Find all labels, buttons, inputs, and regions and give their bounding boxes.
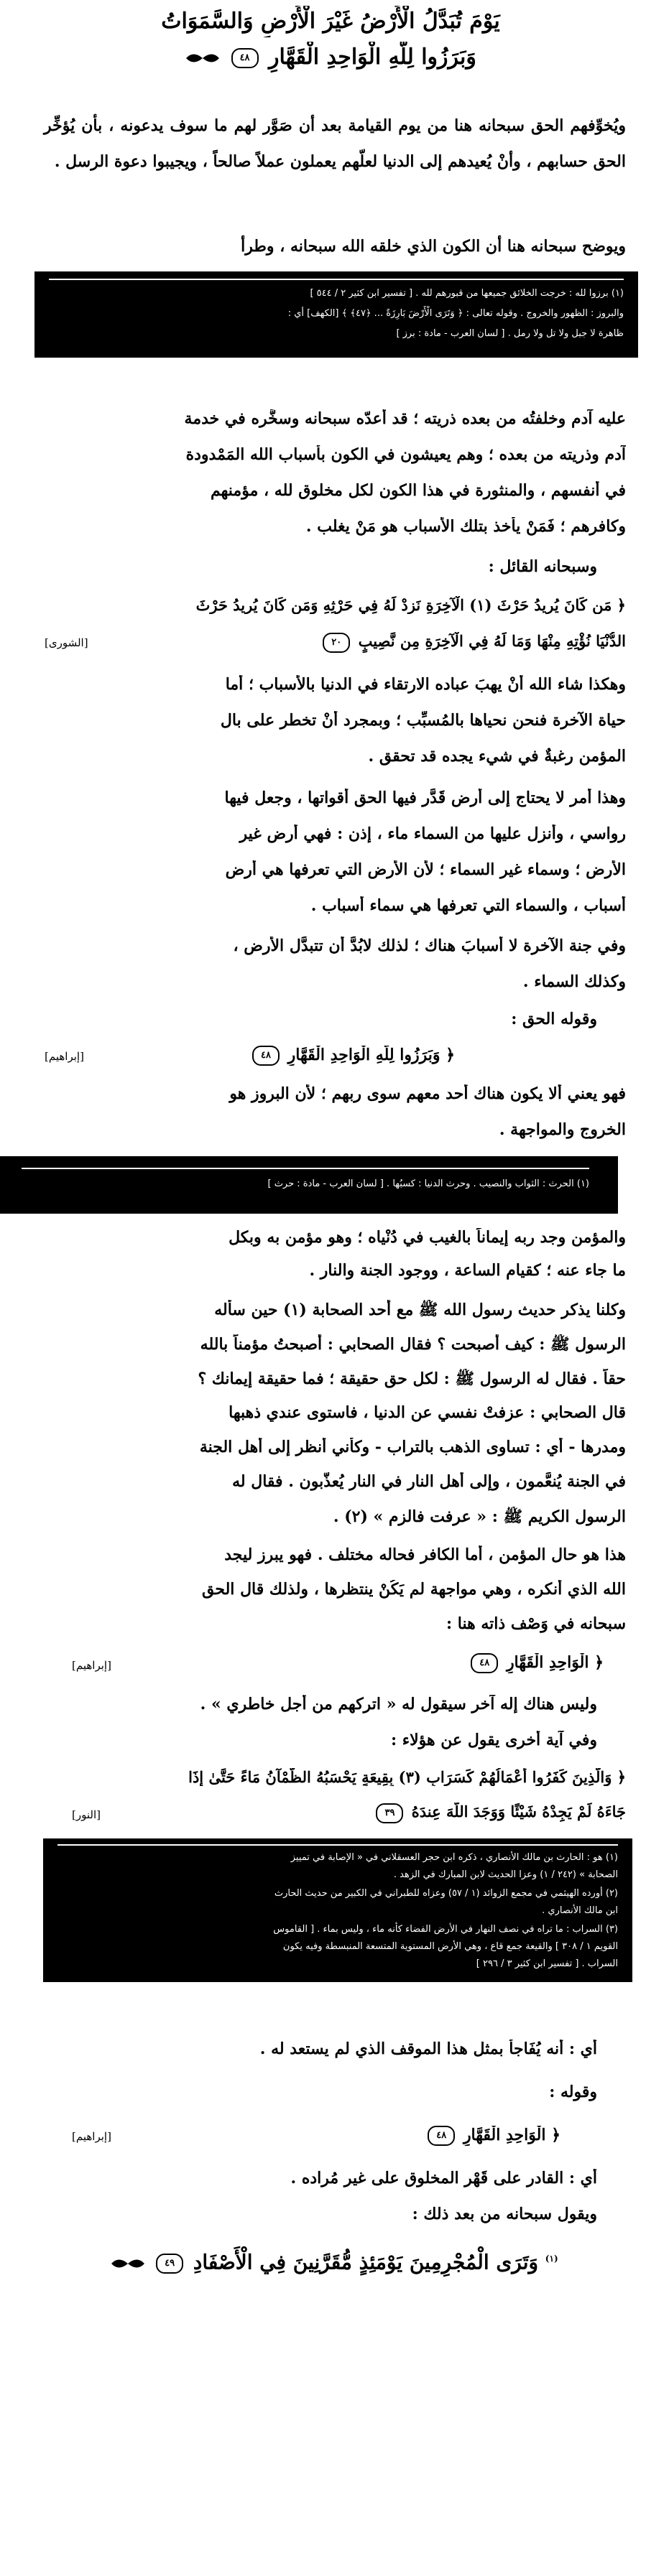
footnote-line: (١) برزوا لله : خرجت الخلائق جميعها من قبورهم لله . [ تفسير ابن كثير ٢ / ٥٤٤ ]	[310, 288, 624, 299]
footnote-line: الصحابة » (٢٤٢ / ١) وعزا الحديث لابن المبارك في الزهد .	[393, 1869, 618, 1880]
verse-text: ﴿ وَبَرَزُوا لِلَّهِ الْوَاحِدِ الْقَهَّارِ	[287, 1046, 456, 1064]
text-line: الأرض ؛ وسماء غير السماء ؛ لأن الأرض التي تعرفها هي أرض	[225, 860, 626, 879]
ayah-number: ٤٨	[428, 2126, 455, 2146]
verse-line	[123, 632, 626, 653]
text-line: حياة الآخرة فنحن نحياها بالمُسبِّب ؛ وبمجرد أنْ تخطر على بال	[220, 711, 626, 730]
ayah-number: ٤٨	[252, 1046, 280, 1066]
surah-label: [إبراهيم]	[45, 1050, 84, 1063]
text-line: أي : القادر على قَهْر المخلوق على غير مُراده .	[290, 2169, 597, 2187]
text-line: وفي آية أخرى يقول عن هؤلاء :	[391, 1731, 597, 1749]
paragraph-1: ويُخوِّفهم الحق سبحانه هنا من يوم القيامة بعد أن صَوَّر لهم ما سوف يدعونه ، بأن يُؤخِّر الحق حسابهم ، وأنْ يُعيدهم إلى الدنيا لعلّهم يعملون عملاً صالحاً ، ويجيبوا دعوة الرسل .	[44, 116, 626, 171]
surah-label: [إبراهيم]	[72, 1659, 111, 1672]
text-line: هذا هو حال المؤمن ، أما الكافر فحاله مختلف . فهو يبرز ليجد	[224, 1545, 626, 1564]
verse-line	[273, 2126, 560, 2146]
text-line: وليس هناك إله آخر سيقول له « اتركهم من أجل خاطري » .	[200, 1695, 597, 1714]
verse-text: جَاءَهُ لَمْ يَجِدْهُ شَيْئًا وَوَجَدَ اللَّهَ عِندَهُ	[411, 1803, 626, 1821]
divider	[57, 1844, 618, 1846]
footnote-line: (٢) أورده الهيثمي في مجمع الزوائد (١ / ٥٧) وعزاه للطبراني في الكبير من حديث الحارث	[274, 1888, 618, 1899]
verse-banner-top	[108, 6, 553, 37]
banner-line-1: يَوْمَ تُبَدَّلُ الْأَرْضُ غَيْرَ الْأَرْضِ وَالسَّمَوَاتُ	[161, 9, 500, 34]
surah-label: [الشورى]	[45, 636, 88, 649]
ayah-number: ٤٩	[156, 2254, 183, 2274]
text-line: رواسي ، وأنزل عليها من السماء ماء ، إذن : فهي أرض غير	[239, 824, 626, 843]
paragraph-2: ويوضح سبحانه هنا أن الكون الذي خلقه الله سبحانه ، وطرأ	[241, 237, 626, 256]
text-line: ما جاء عنه ؛ كقيام الساعة ، ووجود الجنة والنار .	[309, 1261, 626, 1280]
text-line: والمؤمن وجد ربه إيماناً بالغيب في دُنْياه ؛ وهو مؤمن به وبكل	[229, 1228, 626, 1247]
verse-text: ﴿ الْوَاحِدِ الْقَهَّارِ	[506, 1653, 604, 1672]
banner-line-2: وَبَرَزُوا لِلَّهِ الْوَاحِدِ الْقَهَّارِ	[269, 45, 476, 70]
page-section-3	[0, 1228, 669, 1996]
footnote-line: (١) هو : الحارث بن مالك الأنصاري ، ذكره ابن حجر العسقلاني في « الإصابة في تمييز	[290, 1852, 618, 1863]
text-line: أي : أنه يُفَاجأ بمثل هذا الموقف الذي لم يستعد له .	[259, 2040, 597, 2058]
surah-label: [إبراهيم]	[72, 2130, 111, 2143]
text-line: أسباب ، والسماء التي تعرفها هي سماء أسباب .	[310, 896, 626, 915]
footnote-line: (٣) السراب : ما تراه في نصف النهار في الأرض الفضاء كأنه ماء ، وليس بماء . [ القاموس	[273, 1924, 618, 1935]
verse-line	[216, 1046, 489, 1066]
text-line: وفي جنة الآخرة لا أسبابَ هناك ؛ لذلك لابُدَّ أن تتبدَّل الأرض ،	[233, 936, 626, 955]
text-line: وكلنا يذكر حديث رسول الله ﷺ مع أحد الصحابة (١) حين سأله	[214, 1301, 626, 1319]
text-line: الرسول الكريم ﷺ : « عرفت فالزم » (٢) .	[333, 1507, 626, 1526]
verse-line: ﴿ مَن كَانَ يُرِيدُ حَرْثَ (١) الْآخِرَةِ نَزِدْ لَهُ فِي حَرْثِهِ وَمَن كَانَ يُرِيدُ حَرْثَ	[195, 596, 626, 614]
page-section-1	[0, 0, 669, 373]
text-line: وهذا أمر لا يحتاج إلى أرض قَدَّر فيها الحق أقواتها ، وجعل فيها	[224, 789, 626, 807]
footnote-line: ابن مالك الأنصاري .	[542, 1905, 618, 1916]
text-line: وهكذا شاء الله أنْ يهبَ عباده الارتقاء في الدنيا بالأسباب ؛ أما	[225, 675, 626, 694]
text-line: الله الذي أنكره ، وهي مواجهة لم يَكُنْ ينتظرها ، ولذلك قال الحق	[202, 1580, 626, 1599]
ornament-icon	[185, 49, 221, 68]
page-section-4	[0, 2011, 669, 2576]
text-line: آدم وذريته من بعده ؛ وهم يعيشون في الكون بأسباب الله المَمْدودة	[185, 445, 626, 464]
verse-banner-bottom	[108, 42, 553, 73]
banner-text: وَتَرَى الْمُجْرِمِينَ يَوْمَئِذٍ مُّقَرَّنِينَ فِي الْأَصْفَادِ	[193, 2250, 539, 2274]
footnote-line: والبروز : الظهور والخروج . وقوله تعالى : ﴿ وَتَرَى الْأَرْضَ بَارِزَةً ... ﴿٤٧﴾ ﴾ [الكهف] أي :	[287, 308, 624, 319]
verse-line	[273, 1653, 604, 1673]
text-line: قال الصحابي : عزفتْ نفسي عن الدنيا ، فاستوى عندي ذهبها	[229, 1403, 626, 1422]
text-line: وقوله الحق :	[511, 1010, 597, 1028]
footnote-box-1	[34, 271, 638, 358]
text-line: ويقول سبحانه من بعد ذلك :	[412, 2205, 597, 2223]
footnote-line: القويم ١ / ٣٠٨ ] والقيعة جمع قاع ، وهي الأرض المستوية المتسعة المنبسطة وفيه يكون	[282, 1941, 618, 1952]
footnote-box-2	[0, 1156, 618, 1214]
verse-line: ﴿ وَالَّذِينَ كَفَرُوا أَعْمَالُهُمْ كَسَرَابٍ (٣) بِقِيعَةٍ يَحْسَبُهُ الظَّمْآنُ مَاءً حَتَّىٰ إِذَا	[188, 1768, 626, 1786]
text-line: وقوله :	[549, 2083, 597, 2101]
ayah-number: ٤٨	[471, 1653, 498, 1673]
divider	[49, 279, 624, 280]
footnote-line: (١) الحرث : الثواب والنصيب . وحرث الدنيا : كسبُها . [ لسان العرب - مادة : حرث ]	[267, 1178, 589, 1189]
text-line: سبحانه في وَصْف ذاته هنا :	[446, 1614, 626, 1633]
verse-banner-closing	[101, 2241, 568, 2280]
text-line: فهو يعني ألا يكون هناك أحد معهم سوى ربهم ؛ لأن البروز هو	[229, 1084, 626, 1103]
footnote-marker: (١)	[545, 2254, 558, 2264]
text-line: الخروج والمواجهة .	[499, 1120, 626, 1139]
text-line: الرسول ﷺ : كيف أصبحت ؟ فقال الصحابي : أصبحتُ مؤمناً بالله	[200, 1335, 626, 1354]
text-line: المؤمن رغبةٌ في شيء يجده قد تحقق .	[368, 747, 626, 766]
text-line: عليه آدم وخلفتُه من بعده ذريته ؛ قد أعدّه سبحانه وسخَّره في خدمة	[184, 409, 626, 428]
page-section-2	[0, 388, 669, 1214]
footnote-line: ظاهرة لا جبل ولا تل ولا رمل . [ لسان العرب - مادة : برز ]	[396, 328, 624, 339]
divider	[22, 1168, 589, 1169]
verse-text: الدُّنْيَا نُؤْتِهِ مِنْهَا وَمَا لَهُ فِي الْآخِرَةِ مِن نَّصِيبٍ	[358, 632, 626, 650]
text-line: في أنفسهم ، والمنثورة في هذا الكون لكل مخلوق لله ، مؤمنهم	[211, 481, 626, 500]
surah-label: [النور]	[72, 1808, 101, 1821]
verse-line	[123, 1803, 626, 1823]
text-line: في الجنة يُنعَّمون ، وإلى أهل النار في النار يُعذَّبون . فقال له	[232, 1472, 626, 1491]
text-line: ومدرها - أي : تساوى الذهب بالتراب - وكأني أنظر إلى أهل الجنة	[199, 1438, 626, 1456]
verse-text: ﴿ الْوَاحِدِ الْقَهَّارِ	[463, 2126, 560, 2144]
text-line: حقاً . فقال له الرسول ﷺ : لكل حق حقيقة ؛ فما حقيقة إيمانك ؟	[198, 1370, 626, 1388]
footnote-box-3	[43, 1838, 632, 1982]
text-line: وكافرهم ؛ فَمَنْ يأخذ بتلك الأسباب هو مَنْ يغلب .	[305, 517, 626, 536]
footnote-line: السراب . [ تفسير ابن كثير ٣ / ٢٩٦ ]	[476, 1958, 618, 1969]
text-line: وسبحانه القائل :	[488, 557, 597, 576]
ornament-icon	[110, 2254, 146, 2273]
text-line: وكذلك السماء .	[522, 972, 626, 991]
ayah-number: ٢٠	[323, 633, 350, 653]
ayah-number: ٣٩	[376, 1803, 403, 1823]
ayah-number: ٤٨	[231, 48, 259, 68]
